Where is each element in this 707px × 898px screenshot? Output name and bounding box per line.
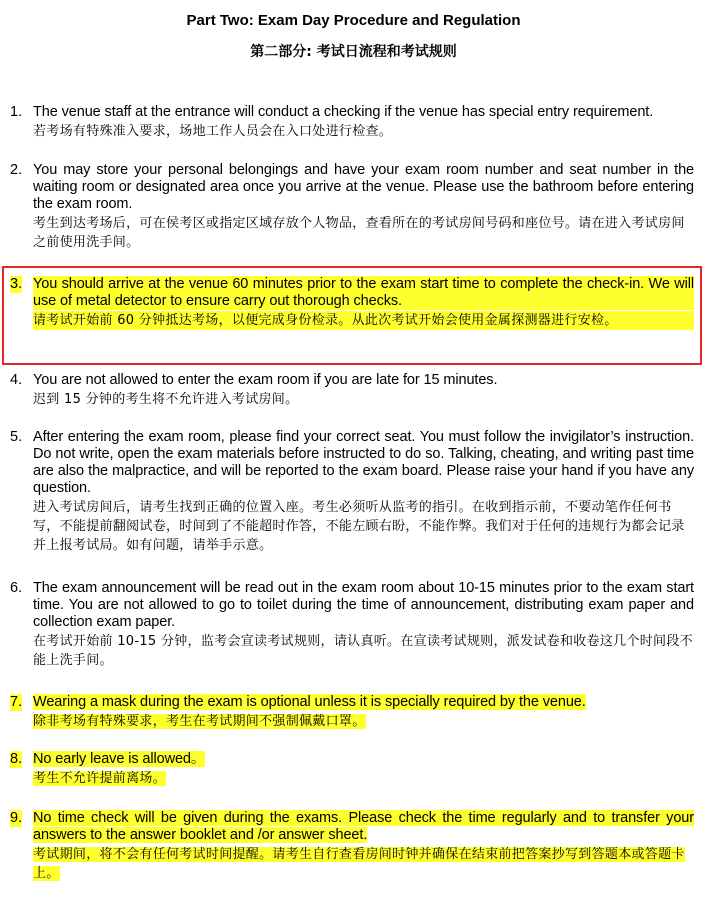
rule-item-highlighted (10, 694, 694, 731)
item-chinese: 考试期间，将不会有任何考试时间提醒。请考生自行查看房间时钟并确保在结束前把答案抄写到答题本或答题卡上。 (33, 847, 685, 881)
page-title: Part Two: Exam Day Procedure and Regulation (186, 12, 521, 29)
item-chinese: 考生不允许提前离场。 (33, 771, 167, 786)
item-number: 3. (10, 276, 23, 292)
item-chinese: 请考试开始前 60 分钟抵达考场，以便完成身份检录。从此次考试开始会使用金属探测器进行安检。 (33, 311, 694, 330)
item-number: 8. (10, 751, 23, 767)
rule-item-highlighted (10, 810, 694, 883)
item-number: 2. (10, 162, 23, 178)
item-chinese: 进入考试房间后，请考生找到正确的位置入座。考生必须听从监考的指引。在收到指示前，不要动笔作任何书写，不能提前翻阅试卷，时间到了不能超时作答，不能左顾右盼，不能作弊。我们对于任何的违规行为都会记录并上报考试局。如有问题，请举手示意。 (33, 500, 685, 553)
rule-item (10, 429, 694, 555)
item-number: 4. (10, 372, 23, 388)
item-english: Wearing a mask during the exam is optional unless it is specially required by the venue. (33, 694, 586, 710)
item-english: You are not allowed to enter the exam room if you are late for 15 minutes. (33, 372, 498, 388)
item-chinese: 在考试开始前 10-15 分钟，监考会宣读考试规则，请认真听。在宣读考试规则，派发试卷和收卷这几个时间段不能上洗手间。 (33, 634, 693, 668)
item-number: 1. (10, 104, 23, 120)
rule-item (10, 104, 694, 141)
rule-item (10, 162, 694, 252)
item-english: You may store your personal belongings and have your exam room number and seat number in the waiting room or designated area once you arrive at the venue. Please use the bathroom before entering the exam room. (33, 162, 694, 212)
item-chinese: 若考场有特殊准入要求，场地工作人员会在入口处进行检查。 (33, 124, 393, 139)
red-outline-box (2, 266, 702, 365)
item-english: No early leave is allowed。 (33, 751, 206, 767)
page-title-chinese: 第二部分: 考试日流程和考试规则 (250, 44, 457, 60)
item-english: No time check will be given during the exams. Please check the time regularly and to transfer your answers to the answer booklet and /or answer sheet. (33, 810, 694, 843)
rule-item-highlighted (10, 751, 694, 788)
rule-item (10, 372, 694, 409)
item-english: The venue staff at the entrance will conduct a checking if the venue has special entry requirement. (33, 104, 654, 120)
item-chinese: 考生到达考场后，可在侯考区或指定区域存放个人物品，查看所在的考试房间号码和座位号。请在进入考试房间之前使用洗手间。 (33, 216, 685, 250)
item-english: After entering the exam room, please find your correct seat. You must follow the invigilator’s instruction. Do not write, open the exam materials before instructed to do so. Talking, cheating, and writing past time are also the malpractice, and will be reported to the exam board. Please raise your hand if you have any question. (33, 429, 694, 496)
item-number: 6. (10, 580, 23, 596)
item-english: The exam announcement will be read out in the exam room about 10-15 minutes prior to the exam start time. You are not allowed to go to toilet during the time of announcement, distributing exam paper and collection exam paper. (33, 580, 694, 630)
item-chinese: 除非考场有特殊要求，考生在考试期间不强制佩戴口罩。 (33, 714, 366, 729)
item-number: 5. (10, 429, 23, 445)
item-number: 9. (10, 810, 23, 826)
item-english: You should arrive at the venue 60 minutes prior to the exam start time to complete the check-in. We will use of metal detector to ensure carry out thorough checks. (33, 276, 694, 309)
item-chinese: 迟到 15 分钟的考生将不允许进入考试房间。 (33, 392, 299, 407)
rule-item (10, 580, 694, 670)
item-number: 7. (10, 694, 23, 710)
